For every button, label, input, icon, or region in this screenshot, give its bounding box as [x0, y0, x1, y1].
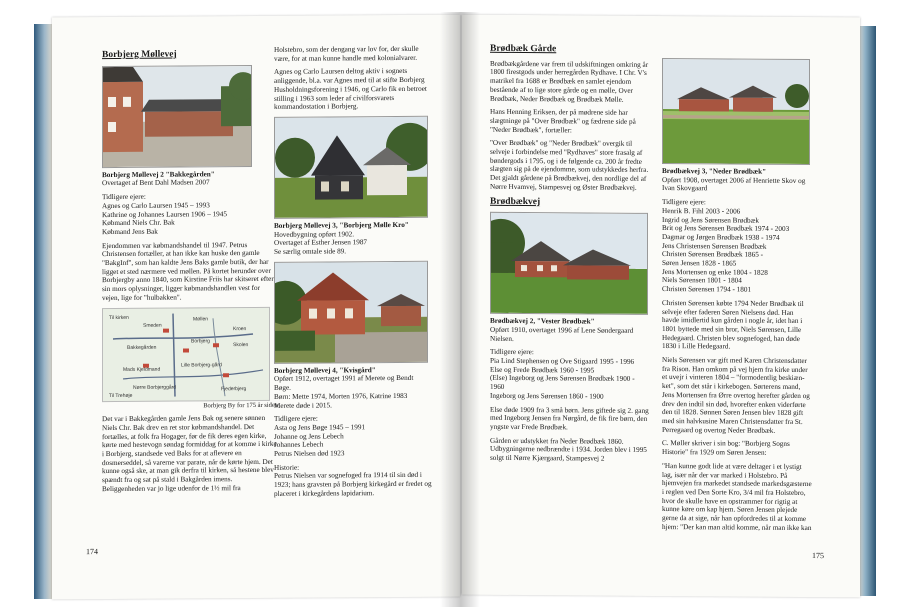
list-item: Christen Sørensen 1794 - 1801 — [662, 285, 752, 294]
previous-owners-label: Tidligere ejere: — [102, 192, 146, 202]
photo-bakkegaarden — [102, 65, 252, 168]
photo-molle-kro-caption-title: Borbjerg Møllevej 3, "Borbjerg Mølle Kro" — [274, 220, 409, 230]
photo-borbjerg-molle-kro — [274, 116, 428, 219]
paragraph: Agnes og Carlo Laursen deltog aktiv i sognets anliggende, bl.a. var Agnes med til at stifte Borbjerg Husholdningsforening i 1946, og Carlo fik en betroet stilling i 1963 som leder af civilforsvarets kommandostation i Borbjerg. — [274, 67, 427, 112]
photo-kvisgaard — [274, 261, 428, 364]
caption-line: Børn: Mette 1974, Morten 1976, Katrine 1983 — [274, 391, 408, 401]
list-item: Niels Sørensen 1801 - 1804 — [662, 276, 742, 286]
previous-owners-list — [490, 357, 650, 402]
list-item: Asta og Jens Bøge 1945 – 1991 — [274, 423, 366, 432]
left-column-2 — [274, 45, 432, 504]
list-item: (Else) Ingeborg og Jens Sørensen Brødbæk 1900 - 1960 — [490, 374, 635, 392]
map-label: Lille Borbjerg-gård — [181, 361, 222, 369]
paragraph: Hans Henning Eriksen, der på mødrene side har slægtninge på "Over Brødbæk" og fædrene side på "Neder Brødbæk", fortæller: — [490, 108, 636, 135]
paragraph: Else døde 1909 fra 3 små børn. Jens giftede sig 2. gang med Ingeborg Jensen fra Nørgård, de fik fire børn, den yngste var Frede Brødbæk. — [490, 405, 649, 432]
map-label: Smeden — [143, 322, 162, 329]
list-item: Else og Frede Brødbæk 1960 - 1995 — [490, 365, 595, 375]
right-column-2 — [662, 58, 812, 537]
paragraph: "Over Brødbæk" og "Neder Brødbæk" overgik til selveje i forbindelse med "Rydhaves" store frasalg af bøndergods i 1795, og i de følgende ca. 200 år fredte slægten sig på de ejendomme, som udstykkedes herfra. Det gjaldt gårdene på Brødbækvej, den nordlige del af Nørre Hvamvej, Stampesvej og Øster Brødbækvej. — [490, 139, 649, 192]
map-label: Borbjerg — [191, 337, 210, 345]
previous-owners-label: Tidligere ejere: — [490, 348, 534, 357]
caption-line: Opført 1912, overtaget 1991 af Merete og Bendt Bøge. — [274, 374, 414, 393]
list-item: Købmand Niels Chr. Bak — [102, 218, 175, 228]
map-label: Nørre Borbjerggård — [133, 384, 177, 391]
caption-line: Opført 1910, overtaget 1996 af Lene Søndergaard Nielsen. — [490, 325, 634, 343]
list-item: Jens Christensen Sørensen Brødbæk — [662, 241, 767, 251]
paragraph: "Han kunne godt lide at være deltager i et lystigt lag, især når der var marked i Holstebro. På hjemvejen fra markedet standsede markedsgæsterne i reglen ved Den Sorte Kro, 3/4 mil fra Holstebro, hvor de skulle have en opstrammer for rigtig at kunne køre om kap hjem. Søren Jensen plejede gerne da at sige, når han opfordredes til at komme hjem: "Der kan man altid komme, når man ikke kan — [662, 461, 812, 532]
caption-line: Hovedbygning opført 1902. — [274, 229, 355, 239]
paragraph: Holstebro, som der dengang var lov for, der skulle være, for at man kunne handle med kolonialvarer. — [274, 44, 419, 63]
photo-neder-brodbaek-caption-title: Brødbækvej 3, "Neder Brødbæk" — [662, 167, 767, 176]
list-item: Petrus Nielsen død 1923 — [274, 449, 345, 458]
photo-vester-brodbaek-caption-title: Brødbækvej 2, "Vester Brødbæk" — [490, 317, 595, 326]
list-item: Agnes og Carlo Laursen 1945 – 1993 — [102, 201, 210, 210]
left-column-1 — [102, 50, 278, 499]
right-column-1 — [490, 45, 650, 469]
caption-line: Se særlig omtale side 89. — [274, 247, 347, 256]
section-heading-brodbaek-gaarde: Brødbæk Gårde — [490, 43, 557, 55]
caption-line: Opført 1908, overtaget 2006 af Henriette Skov og Ivan Skovgaard — [662, 175, 806, 193]
photo-neder-brodbaek — [662, 58, 810, 165]
paragraph: Brødbækgårdene var frem til udskiftningen omkring år 1800 firestgods under herregården Rydhave. I Chr. V's matrikel fra 1688 er Brødbæk en samlet ejendom bestående af to lige store gårde og en mølle, Over Brødbæk, Neder Brødbæk og Brødbæk Mølle. — [490, 59, 649, 104]
paragraph: C. Møller skriver i sin bog: "Borbjerg Sogns Historie" fra 1929 om Søren Jensen: — [662, 439, 790, 457]
list-item: Søren Jensen 1828 - 1865 — [662, 259, 737, 268]
map-label: Fjederbjerg — [221, 385, 247, 392]
paragraph: Gården er udstykket fra Neder Brødbæk 1860. Udbygningerne nedbrændte i 1934. Jorden blev i 1995 solgt til Nørre Kjærgaard, Stampesvej 2 — [490, 436, 647, 463]
photo-bakkegaarden-caption-title: Borbjerg Møllevej 2 "Bakkegården" — [102, 169, 215, 179]
list-item: Johanne og Jens Lebech — [274, 432, 344, 441]
map-label: Til kirken — [109, 314, 129, 321]
photo-vester-brodbaek — [490, 212, 648, 315]
map-label: Kroen — [233, 325, 247, 332]
map-label: Skolen — [233, 341, 249, 348]
page-number-left: 174 — [86, 547, 98, 557]
list-item: Pia Lind Stephensen og Ove Stigaard 1995 - 1996 — [490, 356, 635, 366]
section-heading-brodbaekvej: Brødbækvej — [490, 196, 541, 207]
paragraph: Niels Sørensen var gift med Karen Christensdatter fra Rison. Han omkom på vej hjem fra kirke under et uvejr i vinteren 1804 – "formodentlig beskiæn-ket", som det står i kirkebogen. Sørterens mand, Jens Mortensen fra Ørre overtog herefter gården og drev den indtil sin død, hvorefter enken viderførte den til 1828. Sønnen Søren Jensen blev 1828 gift med sin halvkusine Maren Christensdatter fra St. Perregaard og overtog Neder Brødbæk. — [662, 356, 810, 435]
map-caption: Borbjerg By for 175 år siden — [203, 401, 278, 409]
section-heading-borbjerg-mollevej: Borbjerg Møllevej — [102, 49, 177, 61]
history-label: Historie: — [274, 463, 300, 472]
caption-line: Overtaget af Esther Jensen 1987 — [274, 238, 368, 248]
list-item: Ingeborg og Jens Sørensen 1860 - 1900 — [490, 391, 604, 401]
map-label: Møllen — [193, 315, 209, 322]
caption-line: Merete døde i 2015. — [274, 401, 332, 410]
paragraph: Det var i Bakkegården gamle Jens Bak og senere sønnen Niels Chr. Bak drev en ret stor købmandshandel. Det fortælles, at folk fra Hogager, før de fik deres egen kirke, kørte med hestevogn søndag formiddag for at komme i kirke i Borbjerg, standsede ved Baks for at aflevere en dosmerseddel, så varerne var parate, når de kørte hjem. Det kunne også ske, at man gik derfra til kirken, så hestene blev spændt fra og sat på stald i Bakgården imens. — [102, 414, 277, 485]
previous-owners-label: Tidligere ejere: — [274, 414, 318, 424]
map-label: Bakkegården — [127, 344, 157, 351]
list-item: Dagmar og Jørgen Brødbæk 1938 - 1974 — [662, 232, 780, 242]
left-page — [52, 15, 460, 600]
previous-owners-label: Tidligere ejere: — [662, 198, 706, 207]
map-borbjerg-1840 — [102, 306, 270, 401]
paragraph: Ejendommen var købmandshandel til 1947. Petrus Christensen fortæller, at han ikke kan huske den gamle "BakgInf", som han kaldte Jens Baks gamle butik, der har ligget et sted nærmere ved møllen. På kortet herunder over Borbjergby anno 1840, som Kirstine Friis har skitseret efter sin mors oplysninger, ligger købmandshandlen vest for vejen, lige for "hulbakken". — [102, 240, 274, 302]
list-item: Christen Sørensen Brødbæk 1865 - — [662, 250, 764, 260]
right-page — [462, 15, 860, 598]
list-item: Jens Mortensen og enke 1804 - 1828 — [662, 267, 768, 277]
previous-owners-list — [274, 423, 432, 459]
previous-owners-list — [102, 201, 278, 237]
paragraph: Beliggenheden var jo lige udenfor de 1½ mil fra — [102, 483, 241, 493]
photo-bakkegaarden-caption-line: Overtaget af Bent Dahl Madsen 2007 — [102, 178, 210, 188]
map-label: Til Trehøje — [109, 392, 133, 399]
list-item: Ingrid og Jens Sørensen Brødbæk — [662, 215, 760, 225]
list-item: Henrik B. Fihl 2003 - 2006 — [662, 206, 741, 216]
paragraph: Christen Sørensen købte 1794 Neder Brødbæk til selveje efter faderen Søren Nielsens død. Han havde imidlertid kun gården i nogle år, idet han i 1801 byttede med sin bror, Niels Sørensen, Lille Hedegaard. Christen blev sognefoged, han døde 1830 i Lille Hedegaard. — [662, 298, 804, 351]
list-item: Kathrine og Johannes Laursen 1906 – 1945 — [102, 209, 227, 219]
photo-kvisgaard-caption-title: Borbjerg Møllevej 4, "Kvisgård" — [274, 365, 376, 375]
list-item: Brit og Jens Sørensen Brødbæk 1974 - 2003 — [662, 224, 790, 234]
list-item: Købmand Jens Bak — [102, 227, 158, 236]
previous-owners-list — [662, 207, 812, 295]
list-item: Johannes Lebech — [274, 440, 324, 450]
page-number-right: 175 — [812, 551, 824, 561]
paragraph: Petrus Nielsen var sognefoged fra 1914 til sin død i 1923; hans gravsten på Borbjerg kirkegård er fredet og placeret i kirkegårdens lapidarium. — [274, 471, 432, 498]
map-label: Mads Kjeldmand — [123, 366, 161, 373]
